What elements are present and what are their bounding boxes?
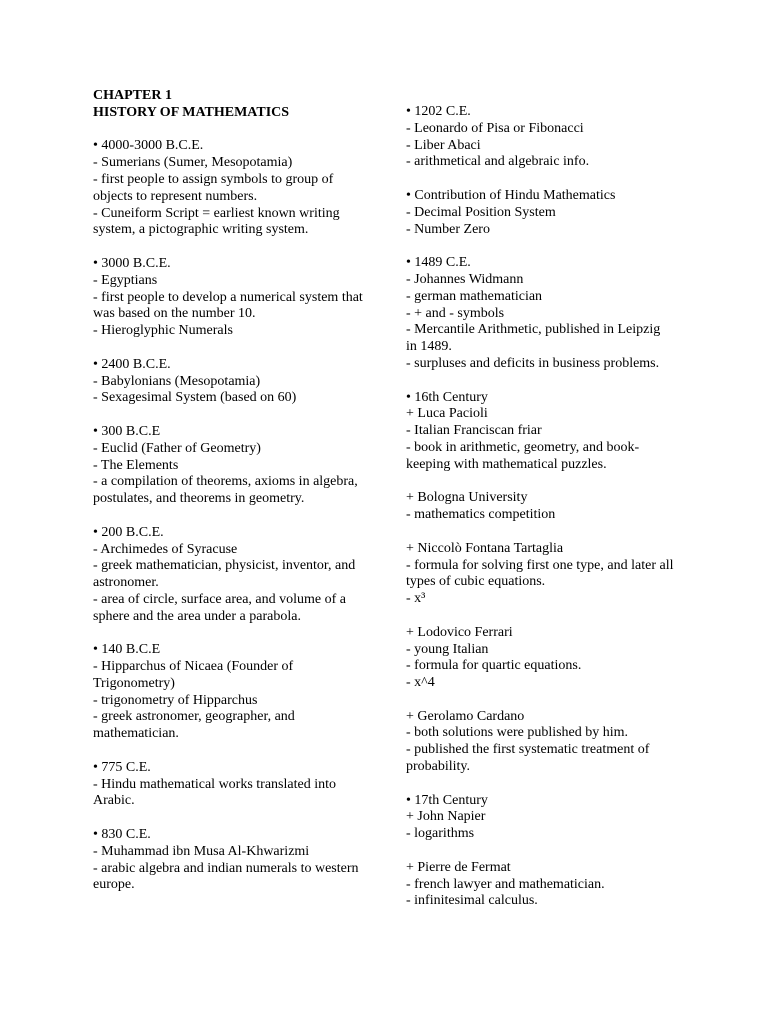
timeline-entry	[93, 138, 365, 239]
entry-line: - Sumerians (Sumer, Mesopotamia)	[93, 155, 293, 171]
entry-heading: • 4000-3000 B.C.E.	[93, 138, 204, 154]
timeline-entry	[93, 256, 365, 340]
entry-heading: • 140 B.C.E	[93, 642, 161, 658]
entry-line: - Sexagesimal System (based on 60)	[93, 390, 297, 406]
entry-line: - arithmetical and algebraic info.	[406, 154, 590, 170]
right-entry-list	[406, 104, 674, 910]
entry-line: - infinitesimal calculus.	[406, 893, 538, 909]
entry-heading: + Bologna University	[406, 490, 528, 506]
entry-line: - Muhammad ibn Musa Al-Khwarizmi	[93, 843, 310, 859]
entry-line: - logarithms	[406, 826, 475, 842]
entry-line: - The Elements	[93, 457, 179, 473]
entry-line: - + and - symbols	[406, 305, 505, 321]
entry-line: - Euclid (Father of Geometry)	[93, 440, 261, 456]
entry-heading: • 830 C.E.	[93, 827, 151, 843]
entry-line: - x³	[406, 591, 426, 607]
entry-heading: + Niccolò Fontana Tartaglia	[406, 540, 564, 556]
entry-line: - Liber Abaci	[406, 137, 481, 153]
entry-heading: • 1202 C.E.	[406, 104, 471, 119]
entry-line: - greek mathematician, physicist, inventor, and astronomer.	[93, 558, 356, 591]
entry-line: - Italian Franciscan friar	[406, 423, 542, 439]
entry-line: - area of circle, surface area, and volume of a sphere and the area under a parabola.	[93, 591, 347, 624]
entry-line: - formula for solving first one type, and later all types of cubic equations.	[406, 557, 674, 590]
entry-line: - Egyptians	[93, 272, 158, 288]
timeline-entry	[406, 793, 674, 843]
timeline-entry	[93, 827, 365, 894]
entry-line: - trigonometry of Hipparchus	[93, 692, 258, 708]
entry-heading: • Contribution of Hindu Mathematics	[406, 187, 616, 203]
entry-line: - Hindu mathematical works translated into Arabic.	[93, 776, 336, 809]
chapter-title: HISTORY OF MATHEMATICS	[93, 104, 290, 120]
timeline-entry	[406, 541, 674, 608]
entry-line: - Cuneiform Script = earliest known writing system, a pictographic writing system.	[93, 205, 340, 238]
entry-heading: • 775 C.E.	[93, 759, 151, 775]
entry-line: - Number Zero	[406, 221, 490, 237]
entry-line: + John Napier	[406, 809, 486, 825]
timeline-entry	[406, 860, 674, 910]
timeline-entry	[406, 255, 674, 373]
timeline-entry	[406, 390, 674, 474]
entry-line: - Hipparchus of Nicaea (Founder of Trigonometry)	[93, 659, 294, 691]
entry-line: - both solutions were published by him.	[406, 725, 629, 741]
timeline-entry	[406, 625, 674, 692]
entry-line: - greek astronomer, geographer, and mathematician.	[93, 709, 295, 742]
chapter-heading	[93, 88, 365, 122]
left-entry-list	[93, 138, 365, 894]
timeline-entry	[93, 424, 365, 508]
entry-line: - Mercantile Arithmetic, published in Leipzig in 1489.	[406, 322, 661, 355]
entry-heading: • 200 B.C.E.	[93, 524, 164, 540]
entry-heading: • 2400 B.C.E.	[93, 356, 171, 372]
entry-heading: • 16th Century	[406, 389, 488, 405]
entry-line: - x^4	[406, 675, 435, 691]
entry-line: - Decimal Position System	[406, 204, 556, 220]
entry-line: - Babylonians (Mesopotamia)	[93, 373, 261, 389]
entry-line: - Leonardo of Pisa or Fibonacci	[406, 120, 584, 136]
entry-line: - Hieroglyphic Numerals	[93, 323, 233, 339]
entry-line: - formula for quartic equations.	[406, 658, 582, 674]
entry-heading: • 3000 B.C.E.	[93, 255, 171, 271]
timeline-entry	[93, 525, 365, 626]
entry-heading: + Lodovico Ferrari	[406, 624, 513, 640]
entry-line: - german mathematician	[406, 288, 543, 304]
timeline-entry	[406, 188, 674, 238]
entry-line: - a compilation of theorems, axioms in algebra, postulates, and theorems in geometry.	[93, 474, 358, 507]
entry-line: - arabic algebra and indian numerals to western europe.	[93, 860, 359, 893]
entry-heading: + Pierre de Fermat	[406, 859, 511, 875]
left-column	[93, 88, 365, 894]
entry-line: + Luca Pacioli	[406, 406, 488, 422]
timeline-entry	[93, 357, 365, 407]
timeline-entry	[406, 490, 674, 524]
entry-line: - mathematics competition	[406, 507, 556, 523]
entry-heading: • 300 B.C.E	[93, 423, 161, 439]
entry-line: - Archimedes of Syracuse	[93, 541, 238, 557]
timeline-entry	[406, 709, 674, 776]
entry-line: - first people to develop a numerical system that was based on the number 10.	[93, 289, 363, 322]
entry-heading: • 1489 C.E.	[406, 255, 471, 271]
timeline-entry	[93, 642, 365, 743]
right-column	[406, 104, 674, 910]
entry-line: - published the first systematic treatment of probability.	[406, 742, 650, 775]
entry-line: - surpluses and deficits in business problems.	[406, 355, 660, 371]
entry-line: - first people to assign symbols to group of objects to represent numbers.	[93, 171, 334, 204]
timeline-entry	[406, 104, 674, 171]
timeline-entry	[93, 760, 365, 810]
entry-heading: + Gerolamo Cardano	[406, 708, 525, 724]
entry-line: - book in arithmetic, geometry, and book-keeping with mathematical puzzles.	[406, 439, 640, 472]
entry-heading: • 17th Century	[406, 792, 488, 808]
entry-line: - Johannes Widmann	[406, 271, 524, 287]
entry-line: - french lawyer and mathematician.	[406, 876, 605, 892]
chapter-number: CHAPTER 1	[93, 88, 172, 103]
entry-line: - young Italian	[406, 641, 489, 657]
